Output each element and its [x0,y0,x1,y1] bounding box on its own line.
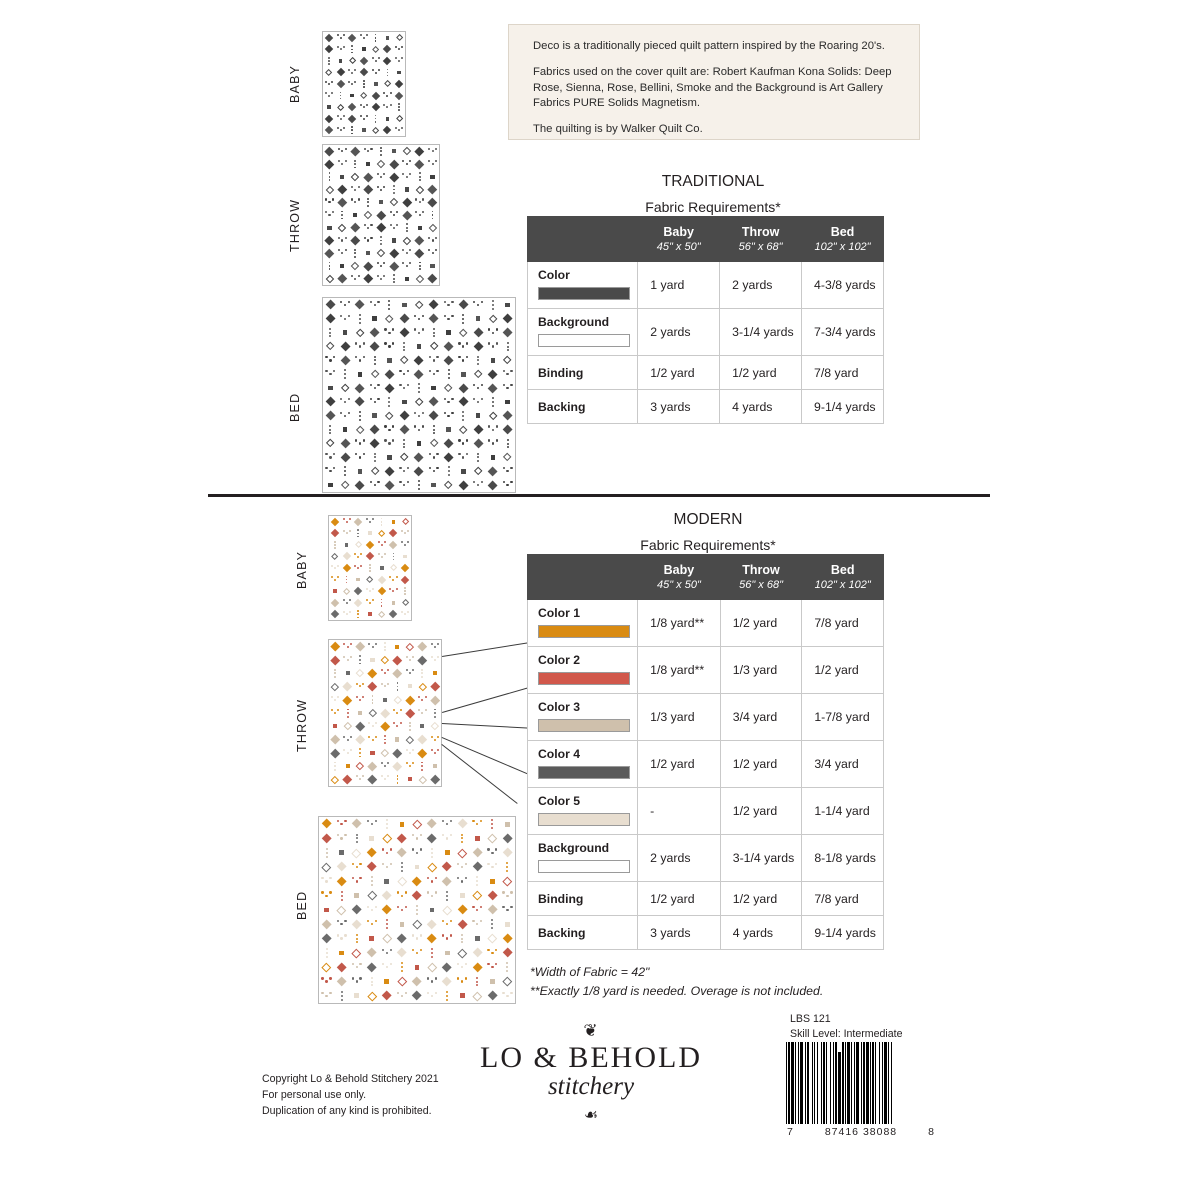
cell-value: 3-1/4 yards [720,835,802,882]
row-label-backing: Backing [528,916,638,950]
barcode-digit-right: 8 [928,1126,935,1138]
label-modern-bed: BED [295,890,309,920]
cell-value: 4 yards [720,390,802,424]
brand-name-top: LO & BEHOLD [480,1041,702,1074]
cell-value: 4-3/8 yards [802,262,884,309]
skill-level: Skill Level: Intermediate [790,1028,903,1041]
brand-logo [476,1022,706,1162]
quilt-thumb-modern-bed [318,816,516,1004]
table-header-row [528,555,884,600]
row-label-backing: Backing [528,390,638,424]
table-row [528,741,884,788]
color-swatch [538,625,630,638]
cell-value: 1-7/8 yard [802,694,884,741]
traditional-subtitle: Fabric Requirements* [645,199,781,215]
row-label-color-3: Color 3 [528,694,638,741]
section-divider [208,494,990,497]
cell-value: 3/4 yard [720,694,802,741]
cell-value: 1/2 yard [638,741,721,788]
table-row [528,835,884,882]
cell-value: 3 yards [638,916,721,950]
cell-value: 2 yards [638,309,720,356]
cell-value: 1/3 yard [638,694,721,741]
cell-value: 7/8 yard [802,882,884,916]
description-line-1: Deco is a traditionally pieced quilt pattern inspired by the Roaring 20's. [533,40,885,52]
label-traditional-throw: THROW [288,198,302,252]
row-label-color-4: Color 4 [528,741,638,788]
cell-value: 1 yard [638,262,720,309]
label-modern-throw: THROW [295,698,309,752]
barcode-block [786,1042,936,1138]
cell-value: 1/2 yard [638,356,720,390]
footnote-width-of-fabric: *Width of Fabric = 42" [530,965,650,979]
row-label-binding: Binding [528,356,638,390]
color-swatch [538,719,630,732]
description-line-2: Fabrics used on the cover quilt are: Robert Kaufman Kona Solids: Deep Rose, Sienna, Rose, Bellini, Smoke and the Background is Art Gallery Fabrics PURE Solids Magnetism. [533,66,892,109]
color-swatch [538,334,630,347]
table-row [528,390,884,424]
row-label-background: Background [528,309,638,356]
color-swatch [538,672,630,685]
header-blank [528,217,638,262]
cell-value: 9-1/4 yards [802,390,884,424]
header-throw: Throw 56" x 68" [720,555,802,600]
table-row [528,788,884,835]
leader-line-color3 [442,723,534,729]
modern-requirements-table [527,554,884,950]
barcode-digit-left: 7 [787,1126,794,1138]
sprig-bottom-icon: ☙ [583,1107,599,1124]
color-swatch [538,860,630,873]
cell-value: 1/2 yard [720,882,802,916]
cell-value: 7/8 yard [802,356,884,390]
product-info [790,1012,902,1043]
table-row [528,916,884,950]
cell-value: 3-1/4 yards [720,309,802,356]
label-traditional-bed: BED [288,392,302,422]
cell-value: 4 yards [720,916,802,950]
quilt-thumb-modern-throw [328,639,442,787]
copyright-line-3: Duplication of any kind is prohibited. [262,1104,432,1117]
cell-value: 3 yards [638,390,720,424]
quilt-thumb-traditional-bed [322,297,516,493]
header-baby: Baby 45" x 50" [638,217,720,262]
cell-value: 1/8 yard** [638,647,721,694]
row-label-color-1: Color 1 [528,600,638,647]
cell-value: 1/2 yard [720,600,802,647]
copyright-block [262,1072,439,1120]
table-row [528,262,884,309]
cell-value: 3/4 yard [802,741,884,788]
brand-name-bottom: stitchery [547,1073,635,1100]
header-blank [528,555,638,600]
cell-value: 8-1/8 yards [802,835,884,882]
cell-value: 7-3/4 yards [802,309,884,356]
label-modern-baby: BABY [295,550,309,590]
barcode-icon [786,1042,936,1124]
header-bed: Bed 102" x 102" [802,555,884,600]
row-label-color-5: Color 5 [528,788,638,835]
cell-value: 1/2 yard [720,741,802,788]
barcode-digit-mid: 87416 38088 [824,1126,898,1138]
header-baby: Baby 45" x 50" [638,555,721,600]
table-row [528,600,884,647]
traditional-requirements-table [527,216,884,424]
label-traditional-baby: BABY [288,64,302,104]
footnote-overage: **Exactly 1/8 yard is needed. Overage is not included. [530,984,824,998]
table-row [528,356,884,390]
sku-code: LBS 121 [790,1013,831,1025]
row-label-color: Color [528,262,638,309]
color-swatch [538,813,630,826]
traditional-title: TRADITIONAL [661,173,765,190]
header-bed: Bed 102" x 102" [802,217,884,262]
leader-line-color2 [442,687,531,713]
quilt-thumb-modern-baby [328,515,412,621]
cell-value: 1/8 yard** [638,600,721,647]
table-header-row [528,217,884,262]
sprig-top-icon: ❦ [583,1021,599,1040]
color-swatch [538,766,630,779]
table-row [528,647,884,694]
row-label-color-2: Color 2 [528,647,638,694]
cell-value: 2 yards [638,835,721,882]
table-row [528,882,884,916]
quilt-thumb-traditional-baby [322,31,406,137]
cell-value: 1/3 yard [720,647,802,694]
quilt-thumb-traditional-throw [322,144,440,286]
header-throw: Throw 56" x 68" [720,217,802,262]
row-label-binding: Binding [528,882,638,916]
modern-title: MODERN [673,511,743,528]
cell-value: - [638,788,721,835]
table-row [528,309,884,356]
description-line-3: The quilting is by Walker Quilt Co. [533,123,703,135]
color-swatch [538,287,630,300]
pattern-description-box [508,24,920,140]
cell-value: 1/2 yard [720,356,802,390]
table-row [528,694,884,741]
cell-value: 1/2 yard [720,788,802,835]
cell-value: 1/2 yard [638,882,721,916]
cell-value: 1/2 yard [802,647,884,694]
row-label-background: Background [528,835,638,882]
copyright-line-1: Copyright Lo & Behold Stitchery 2021 [262,1073,439,1085]
leader-line-color1 [442,642,531,657]
cell-value: 9-1/4 yards [802,916,884,950]
cell-value: 7/8 yard [802,600,884,647]
barcode-digits [786,1126,936,1138]
copyright-line-2: For personal use only. [262,1088,367,1101]
cell-value: 1-1/4 yard [802,788,884,835]
cell-value: 2 yards [720,262,802,309]
modern-subtitle: Fabric Requirements* [640,537,776,553]
